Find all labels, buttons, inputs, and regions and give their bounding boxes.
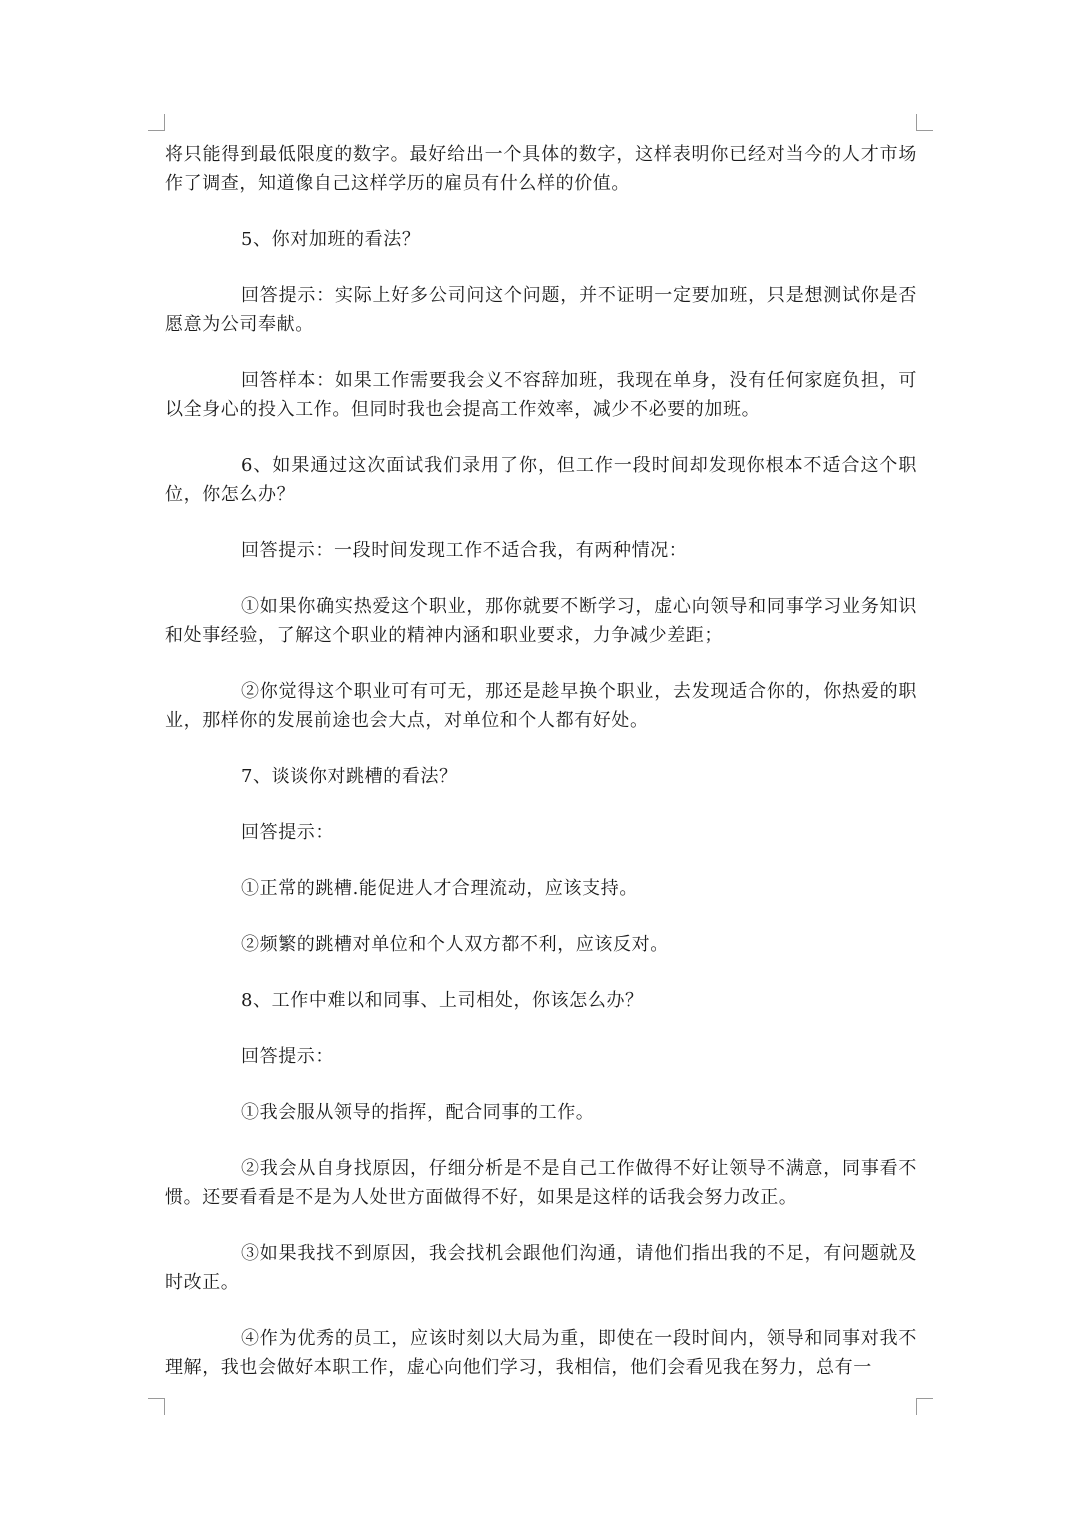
question-heading: 7、谈谈你对跳槽的看法？ bbox=[241, 766, 458, 787]
paragraph: 回答提示： bbox=[241, 1046, 334, 1067]
list-item: ①我会服从领导的指挥，配合同事的工作。 bbox=[241, 1102, 595, 1123]
list-item: ①正常的跳槽.能促进人才合理流动，应该支持。 bbox=[241, 878, 638, 899]
list-item: ③如果我找不到原因，我会找机会跟他们沟通，请他们指出我的不足，有问题就及时改正。 bbox=[165, 1243, 917, 1293]
question-heading: 8、工作中难以和同事、上司相处，你该怎么办？ bbox=[241, 990, 644, 1011]
paragraph: 回答样本：如果工作需要我会义不容辞加班，我现在单身，没有任何家庭负担，可以全身心的投入工作。但同时我也会提高工作效率，减少不必要的加班。 bbox=[165, 370, 917, 420]
list-item: ②频繁的跳槽对单位和个人双方都不利，应该反对。 bbox=[241, 934, 669, 955]
page-corner-mark-top-right bbox=[916, 114, 933, 131]
page-corner-mark-top-left bbox=[148, 114, 165, 131]
paragraph: 回答提示： bbox=[241, 822, 334, 843]
question-heading: 5、你对加班的看法？ bbox=[241, 229, 421, 250]
paragraph: 回答提示：一段时间发现工作不适合我，有两种情况： bbox=[241, 540, 688, 561]
list-item: ②你觉得这个职业可有可无，那还是趁早换个职业，去发现适合你的，你热爱的职业，那样你的发展前途也会大点，对单位和个人都有好处。 bbox=[165, 681, 917, 731]
list-item: ①如果你确实热爱这个职业，那你就要不断学习，虚心向领导和同事学习业务知识和处事经验，了解这个职业的精神内涵和职业要求，力争减少差距； bbox=[165, 596, 917, 646]
page-corner-mark-bottom-left bbox=[148, 1398, 165, 1415]
paragraph: 将只能得到最低限度的数字。最好给出一个具体的数字，这样表明你已经对当今的人才市场作了调查，知道像自己这样学历的雇员有什么样的价值。 bbox=[165, 144, 917, 194]
list-item: ②我会从自身找原因，仔细分析是不是自己工作做得不好让领导不满意，同事看不惯。还要看看是不是为人处世方面做得不好，如果是这样的话我会努力改正。 bbox=[165, 1158, 917, 1208]
list-item: ④作为优秀的员工，应该时刻以大局为重，即使在一段时间内，领导和同事对我不理解，我也会做好本职工作，虚心向他们学习，我相信，他们会看见我在努力，总有一 bbox=[165, 1328, 917, 1378]
document-body bbox=[165, 140, 917, 1409]
question-heading: 6、如果通过这次面试我们录用了你，但工作一段时间却发现你根本不适合这个职位，你怎么办？ bbox=[165, 455, 917, 505]
paragraph: 回答提示：实际上好多公司问这个问题，并不证明一定要加班，只是想测试你是否愿意为公司奉献。 bbox=[165, 285, 917, 335]
page-corner-mark-bottom-right bbox=[916, 1398, 933, 1415]
